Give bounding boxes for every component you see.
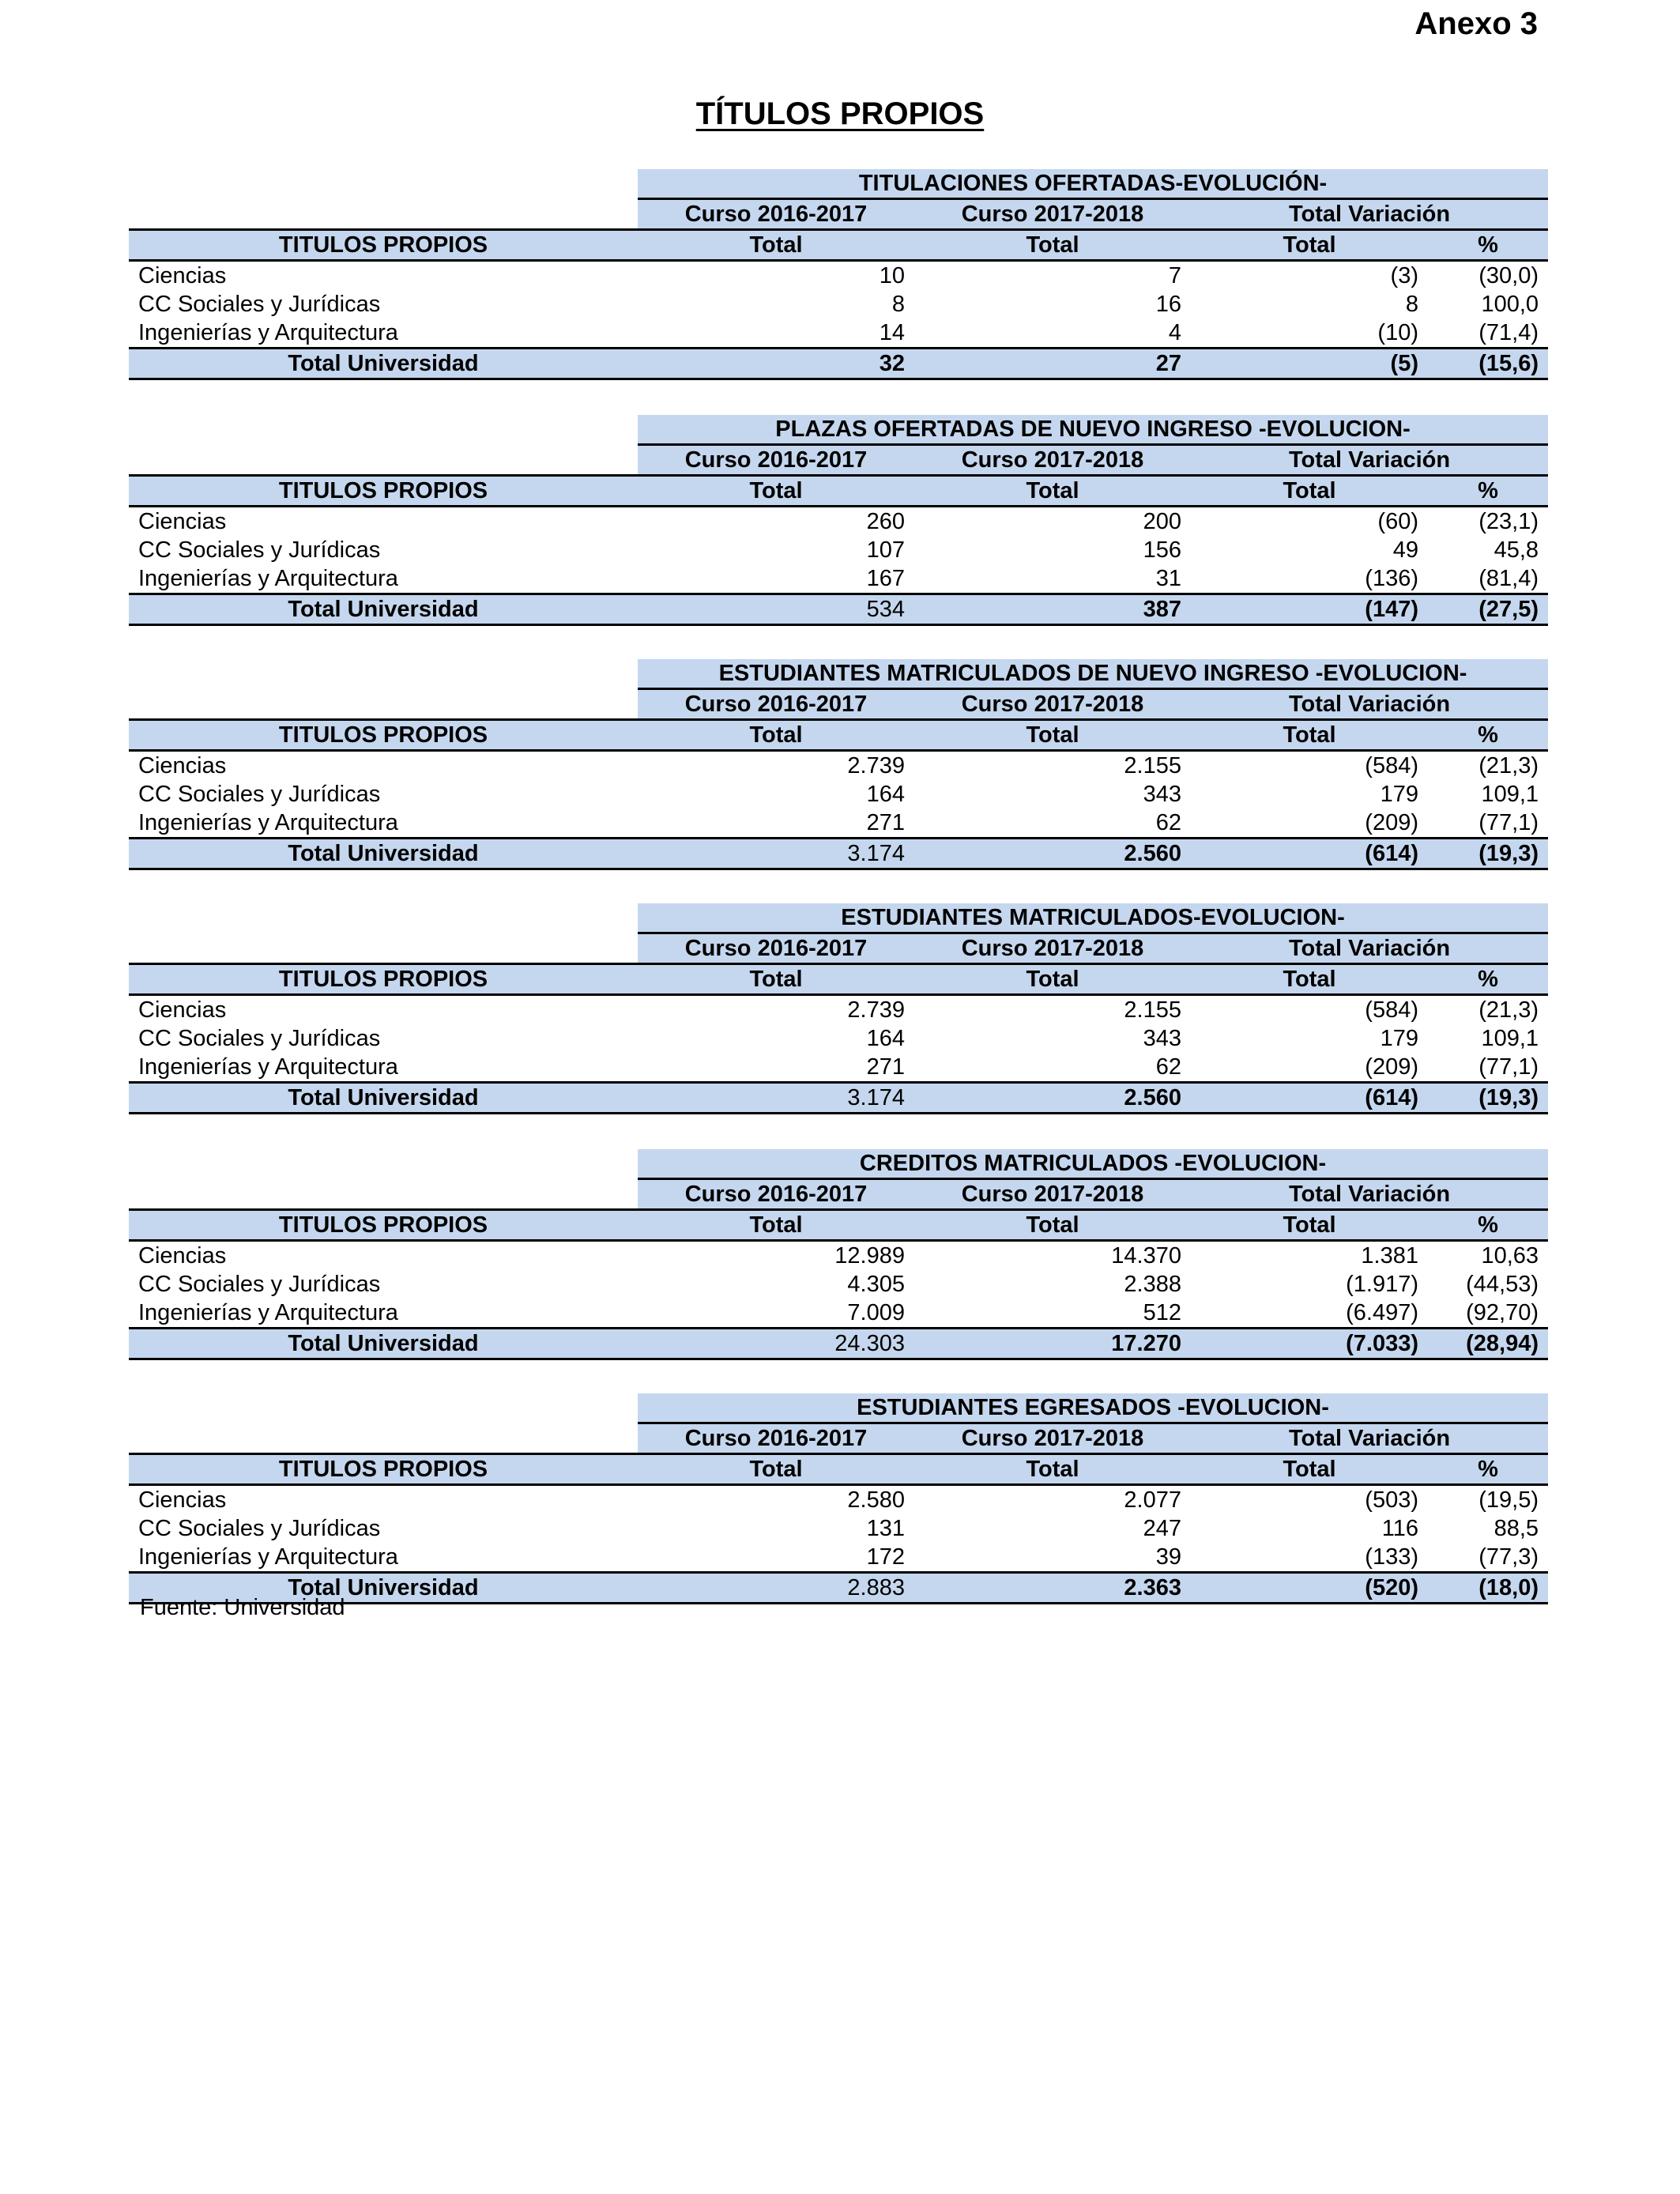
data-table-6 [129,1393,1548,1604]
percent-header: % [1428,1210,1548,1241]
total-row [129,594,1548,625]
total-percent: (19,3) [1428,839,1548,869]
table-row [129,1053,1548,1083]
total-2016-2017: 32 [638,349,914,379]
variation-total: (584) [1365,997,1418,1023]
variation-total: 179 [1380,1026,1418,1051]
total-header: Total [1191,476,1428,507]
variation-header: Total Variación [1191,445,1548,476]
total-2016-2017: 3.174 [638,1083,914,1114]
value-2017-2018: 16 [1155,292,1181,317]
total-label: Total Universidad [129,839,638,869]
course-header-row [129,1423,1548,1454]
column-header-row [129,1210,1548,1241]
value-2017-2018: 2.155 [1124,753,1181,778]
total-row [129,839,1548,869]
total-label: Total Universidad [129,1573,638,1604]
value-2017-2018: 62 [1155,810,1181,835]
total-variation: (7.033) [1191,1329,1428,1359]
value-2017-2018: 343 [1143,782,1181,807]
total-2017-2018: 2.363 [914,1573,1191,1604]
total-2017-2018: 17.270 [914,1329,1191,1359]
variation-percent: (21,3) [1478,753,1539,778]
table-grid [129,169,1548,380]
row-label: Ingenierías y Arquitectura [138,1054,398,1080]
data-table-1 [129,169,1548,380]
value-2017-2018: 200 [1143,509,1181,534]
data-table-2 [129,415,1548,626]
total-header: Total [638,476,914,507]
variation-total: (133) [1365,1544,1418,1570]
value-2016-2017: 7.009 [847,1300,905,1325]
table-title: TITULACIONES OFERTADAS-EVOLUCIÓN- [638,169,1548,199]
row-label: CC Sociales y Jurídicas [138,782,381,807]
table-row [129,1241,1548,1271]
variation-header: Total Variación [1191,933,1548,964]
course-header-row [129,1179,1548,1210]
column-header-row [129,230,1548,261]
total-2016-2017: 24.303 [638,1329,914,1359]
value-2016-2017: 10 [879,263,905,288]
variation-total: 116 [1381,1516,1418,1541]
variation-header: Total Variación [1191,689,1548,720]
total-header: Total [914,230,1191,261]
value-2017-2018: 156 [1143,537,1181,563]
variation-header: Total Variación [1191,1423,1548,1454]
row-label: CC Sociales y Jurídicas [138,292,381,317]
total-2016-2017: 534 [638,594,914,625]
variation-header: Total Variación [1191,1179,1548,1210]
column-header-row [129,964,1548,995]
variation-percent: (81,4) [1478,566,1539,591]
variation-total: 8 [1405,292,1418,317]
variation-total: (136) [1365,566,1418,591]
row-label: Ciencias [138,1487,227,1513]
total-row [129,1329,1548,1359]
total-percent: (28,94) [1428,1329,1548,1359]
data-table-5 [129,1149,1548,1360]
value-2017-2018: 31 [1155,566,1181,591]
row-label: CC Sociales y Jurídicas [138,1026,381,1051]
course-2016-2017-header: Curso 2016-2017 [638,199,914,230]
table-row [129,319,1548,349]
variation-percent: (77,3) [1478,1544,1539,1570]
table-title-row [129,1393,1548,1423]
table-title: ESTUDIANTES MATRICULADOS DE NUEVO INGRESO -EVOLUCION- [638,659,1548,689]
row-label: Ciencias [138,1243,227,1269]
value-2016-2017: 167 [866,566,905,591]
total-2017-2018: 2.560 [914,1083,1191,1114]
row-label: Ciencias [138,753,227,778]
percent-header: % [1428,964,1548,995]
value-2016-2017: 164 [866,1026,905,1051]
variation-total: 49 [1392,537,1418,563]
value-2016-2017: 14 [879,320,905,345]
total-label: Total Universidad [129,1083,638,1114]
column-header-row [129,720,1548,751]
variation-total: (209) [1365,810,1418,835]
table-row [129,1024,1548,1053]
total-variation: (614) [1191,839,1428,869]
total-percent: (19,3) [1428,1083,1548,1114]
course-header-row [129,689,1548,720]
variation-total: (584) [1365,753,1418,778]
variation-total: (503) [1365,1487,1418,1513]
total-2016-2017: 3.174 [638,839,914,869]
total-row [129,349,1548,379]
total-header: Total [1191,1454,1428,1485]
variation-percent: 10,63 [1481,1243,1539,1269]
table-title: CREDITOS MATRICULADOS -EVOLUCION- [638,1149,1548,1179]
percent-header: % [1428,476,1548,507]
table-row [129,809,1548,839]
table-title-row [129,169,1548,199]
value-2016-2017: 271 [866,1054,905,1080]
table-row [129,564,1548,594]
course-2016-2017-header: Curso 2016-2017 [638,689,914,720]
value-2017-2018: 39 [1155,1544,1181,1570]
course-header-row [129,445,1548,476]
percent-header: % [1428,1454,1548,1485]
course-2017-2018-header: Curso 2017-2018 [914,199,1191,230]
source-note: Fuente: Universidad [140,1595,345,1620]
course-header-row [129,199,1548,230]
course-2016-2017-header: Curso 2016-2017 [638,445,914,476]
table-title: PLAZAS OFERTADAS DE NUEVO INGRESO -EVOLUCION- [638,415,1548,445]
table-row [129,1543,1548,1573]
table-row [129,290,1548,319]
table-title-row [129,903,1548,933]
course-2017-2018-header: Curso 2017-2018 [914,445,1191,476]
variation-percent: (21,3) [1478,997,1539,1023]
table-grid [129,1149,1548,1360]
page-title: TÍTULOS PROPIOS [695,96,985,131]
total-header: Total [1191,720,1428,751]
total-variation: (520) [1191,1573,1428,1604]
value-2017-2018: 2.388 [1124,1272,1181,1297]
value-2017-2018: 2.155 [1124,997,1181,1023]
value-2016-2017: 164 [866,782,905,807]
variation-percent: (77,1) [1478,810,1539,835]
course-2017-2018-header: Curso 2017-2018 [914,933,1191,964]
total-2017-2018: 387 [914,594,1191,625]
total-percent: (15,6) [1428,349,1548,379]
variation-percent: (23,1) [1478,509,1539,534]
course-2017-2018-header: Curso 2017-2018 [914,689,1191,720]
total-header: Total [914,476,1191,507]
row-label: Ciencias [138,997,227,1023]
value-2017-2018: 7 [1168,263,1181,288]
row-label-header: TITULOS PROPIOS [129,964,638,995]
total-label: Total Universidad [129,594,638,625]
value-2016-2017: 8 [891,292,905,317]
course-2017-2018-header: Curso 2017-2018 [914,1179,1191,1210]
page-title-wrap [0,96,1680,132]
total-2016-2017: 2.883 [638,1573,914,1604]
total-header: Total [914,1454,1191,1485]
row-label: Ingenierías y Arquitectura [138,566,398,591]
variation-percent: (30,0) [1478,263,1539,288]
value-2016-2017: 4.305 [847,1272,905,1297]
table-title: ESTUDIANTES EGRESADOS -EVOLUCION- [638,1393,1548,1423]
total-header: Total [1191,964,1428,995]
value-2017-2018: 2.077 [1124,1487,1181,1513]
total-header: Total [1191,230,1428,261]
variation-total: (3) [1390,263,1418,288]
variation-percent: (77,1) [1478,1054,1539,1080]
total-header: Total [638,1454,914,1485]
total-header: Total [914,720,1191,751]
variation-percent: (44,53) [1466,1272,1539,1297]
row-label: Ciencias [138,263,227,288]
variation-header: Total Variación [1191,199,1548,230]
total-percent: (18,0) [1428,1573,1548,1604]
variation-percent: 109,1 [1481,1026,1539,1051]
table-row [129,780,1548,809]
total-percent: (27,5) [1428,594,1548,625]
total-variation: (614) [1191,1083,1428,1114]
total-header: Total [638,1210,914,1241]
row-label: CC Sociales y Jurídicas [138,1272,381,1297]
data-table-3 [129,659,1548,870]
course-2016-2017-header: Curso 2016-2017 [638,1179,914,1210]
data-table-4 [129,903,1548,1114]
row-label: Ingenierías y Arquitectura [138,810,398,835]
row-label: Ingenierías y Arquitectura [138,1300,398,1325]
value-2016-2017: 260 [866,509,905,534]
table-grid [129,659,1548,870]
row-label: Ciencias [138,509,227,534]
course-2016-2017-header: Curso 2016-2017 [638,1423,914,1454]
table-grid [129,903,1548,1114]
table-row [129,751,1548,781]
variation-percent: 45,8 [1494,537,1539,563]
value-2016-2017: 271 [866,810,905,835]
table-row [129,1270,1548,1299]
value-2016-2017: 2.580 [847,1487,905,1513]
value-2017-2018: 62 [1155,1054,1181,1080]
value-2016-2017: 2.739 [847,753,905,778]
column-header-row [129,1454,1548,1485]
table-row [129,507,1548,537]
total-header: Total [638,720,914,751]
total-header: Total [638,964,914,995]
row-label: Ingenierías y Arquitectura [138,1544,398,1570]
row-label-header: TITULOS PROPIOS [129,1210,638,1241]
row-label-header: TITULOS PROPIOS [129,720,638,751]
variation-total: (60) [1377,509,1418,534]
row-label-header: TITULOS PROPIOS [129,230,638,261]
table-row [129,1299,1548,1329]
row-label-header: TITULOS PROPIOS [129,1454,638,1485]
total-header: Total [914,964,1191,995]
value-2016-2017: 12.989 [834,1243,905,1269]
value-2017-2018: 14.370 [1111,1243,1181,1269]
variation-total: 1.381 [1361,1243,1418,1269]
table-row [129,261,1548,291]
table-title-row [129,659,1548,689]
row-label: Ingenierías y Arquitectura [138,320,398,345]
total-header: Total [914,1210,1191,1241]
row-label-header: TITULOS PROPIOS [129,476,638,507]
value-2016-2017: 107 [866,537,905,563]
variation-percent: 109,1 [1481,782,1539,807]
table-title: ESTUDIANTES MATRICULADOS-EVOLUCION- [638,903,1548,933]
table-title-row [129,415,1548,445]
value-2016-2017: 172 [866,1544,905,1570]
table-row [129,1485,1548,1515]
table-row [129,995,1548,1025]
table-grid [129,1393,1548,1604]
value-2016-2017: 2.739 [847,997,905,1023]
value-2017-2018: 4 [1168,320,1181,345]
variation-percent: (19,5) [1478,1487,1539,1513]
value-2017-2018: 343 [1143,1026,1181,1051]
total-variation: (147) [1191,594,1428,625]
value-2017-2018: 512 [1143,1300,1181,1325]
course-header-row [129,933,1548,964]
total-row [129,1083,1548,1114]
variation-total: (6.497) [1346,1300,1418,1325]
table-row [129,1514,1548,1543]
table-title-row [129,1149,1548,1179]
value-2016-2017: 131 [866,1516,905,1541]
annex-label: Anexo 3 [1414,6,1538,41]
percent-header: % [1428,720,1548,751]
course-2017-2018-header: Curso 2017-2018 [914,1423,1191,1454]
variation-percent: (71,4) [1478,320,1539,345]
column-header-row [129,476,1548,507]
total-2017-2018: 27 [914,349,1191,379]
row-label: CC Sociales y Jurídicas [138,537,381,563]
table-row [129,536,1548,564]
course-2016-2017-header: Curso 2016-2017 [638,933,914,964]
total-label: Total Universidad [129,1329,638,1359]
variation-total: 179 [1380,782,1418,807]
total-header: Total [638,230,914,261]
total-2017-2018: 2.560 [914,839,1191,869]
row-label: CC Sociales y Jurídicas [138,1516,381,1541]
total-header: Total [1191,1210,1428,1241]
total-label: Total Universidad [129,349,638,379]
variation-percent: (92,70) [1466,1300,1539,1325]
variation-total: (209) [1365,1054,1418,1080]
variation-percent: 88,5 [1494,1516,1539,1541]
variation-total: (1.917) [1346,1272,1418,1297]
variation-percent: 100,0 [1481,292,1539,317]
total-variation: (5) [1191,349,1428,379]
percent-header: % [1428,230,1548,261]
value-2017-2018: 247 [1143,1516,1181,1541]
variation-total: (10) [1377,320,1418,345]
table-grid [129,415,1548,626]
